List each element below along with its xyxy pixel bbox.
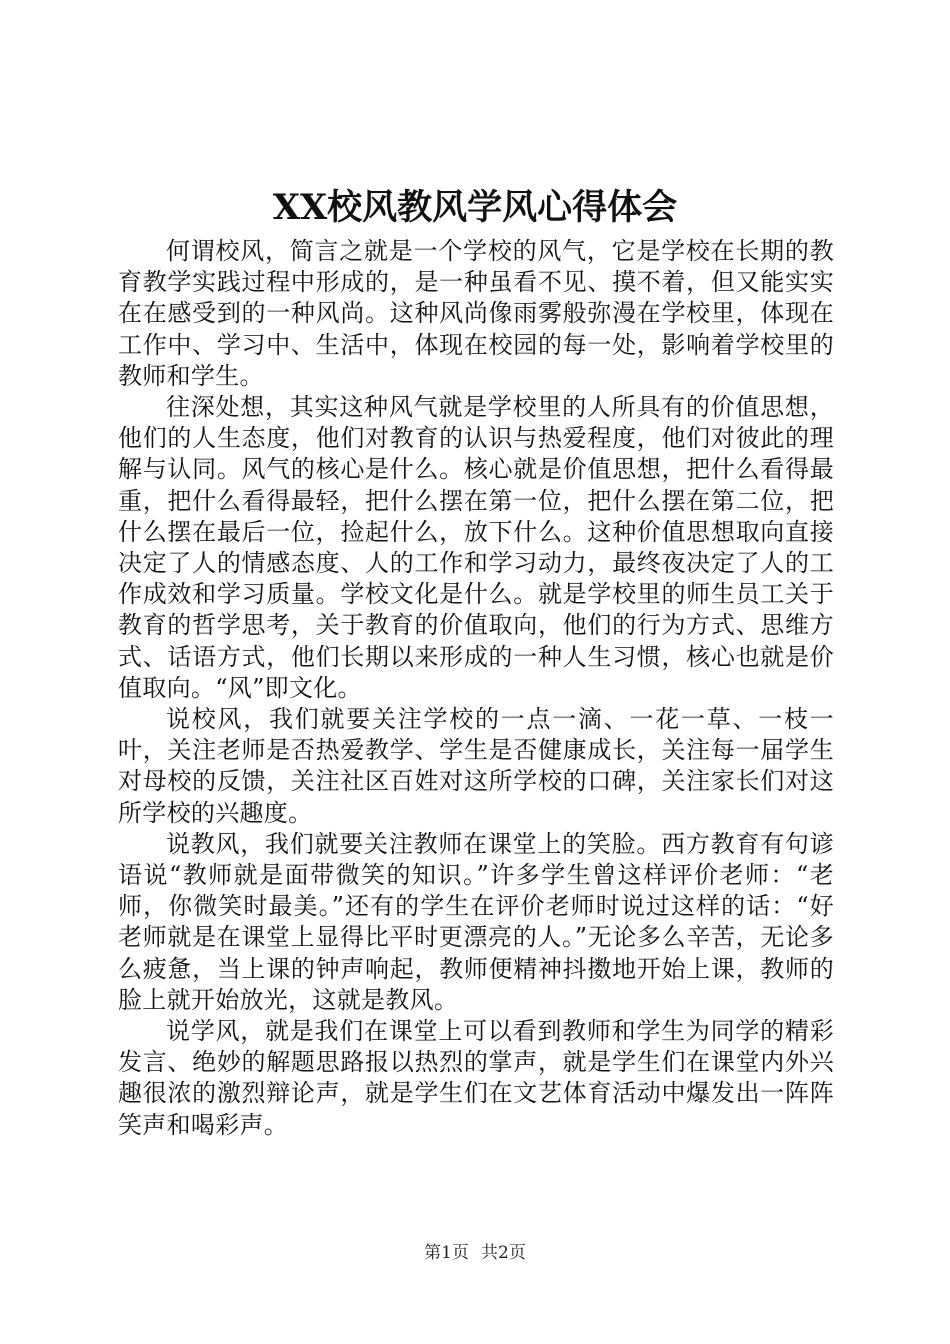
paragraph-3: 说校风，我们就要关注学校的一点一滴、一花一草、一枝一叶，关注老师是否热爱教学、学生是否健康成长，关注每一届学生对母校的反馈，关注社区百姓对这所学校的口碑，关注家长们对这所学校的兴趣度。 xyxy=(118,705,834,827)
page-number: 第1页 xyxy=(424,1243,469,1263)
paragraph-5: 说学风，就是我们在课堂上可以看到教师和学生为同学的精彩发言、绝妙的解题思路报以热烈的掌声，就是学生们在课堂内外兴趣很浓的激烈辩论声，就是学生们在文艺体育活动中爆发出一阵阵笑声和喝彩声。 xyxy=(118,1017,834,1139)
paragraph-4: 说教风，我们就要关注教师在课堂上的笑脸。西方教育有句谚语说“教师就是面带微笑的知识。”许多学生曾这样评价老师：“老师，你微笑时最美。”还有的学生在评价老师时说过这样的话：“好老师就是在课堂上显得比平时更漂亮的人。”无论多么辛苦，无论多么疲惫，当上课的钟声响起，教师便精神抖擞地开始上课，教师的脸上就开始放光，这就是教风。 xyxy=(118,829,834,1014)
page-footer xyxy=(0,1241,950,1265)
document-title: XX校风教风学风心得体会 xyxy=(272,187,678,228)
paragraph-1: 何谓校风，简言之就是一个学校的风气，它是学校在长期的教育教学实践过程中形成的，是一种虽看不见、摸不着，但又能实实在在感受到的一种风尚。这种风尚像雨雾般弥漫在学校里，体现在工作中、学习中、生活中，体现在校园的每一处，影响着学校里的教师和学生。 xyxy=(118,237,834,390)
paragraph-2: 往深处想，其实这种风气就是学校里的人所具有的价值思想，他们的人生态度，他们对教育的认识与热爱程度，他们对彼此的理解与认同。风气的核心是什么。核心就是价值思想，把什么看得最重，把什么看得最轻，把什么摆在第一位，把什么摆在第二位，把什么摆在最后一位，捡起什么，放下什么。这种价值思想取向直接决定了人的情感态度、人的工作和学习动力，最终夜决定了人的工作成效和学习质量。学校文化是什么。就是学校里的师生员工关于教育的哲学思考，关于教育的价值取向，他们的行为方式、思维方式、话语方式，他们长期以来形成的一种人生习惯，核心也就是价值取向。“风”即文化。 xyxy=(118,393,834,702)
page-total: 共2页 xyxy=(481,1243,526,1263)
document-body xyxy=(118,236,834,1141)
